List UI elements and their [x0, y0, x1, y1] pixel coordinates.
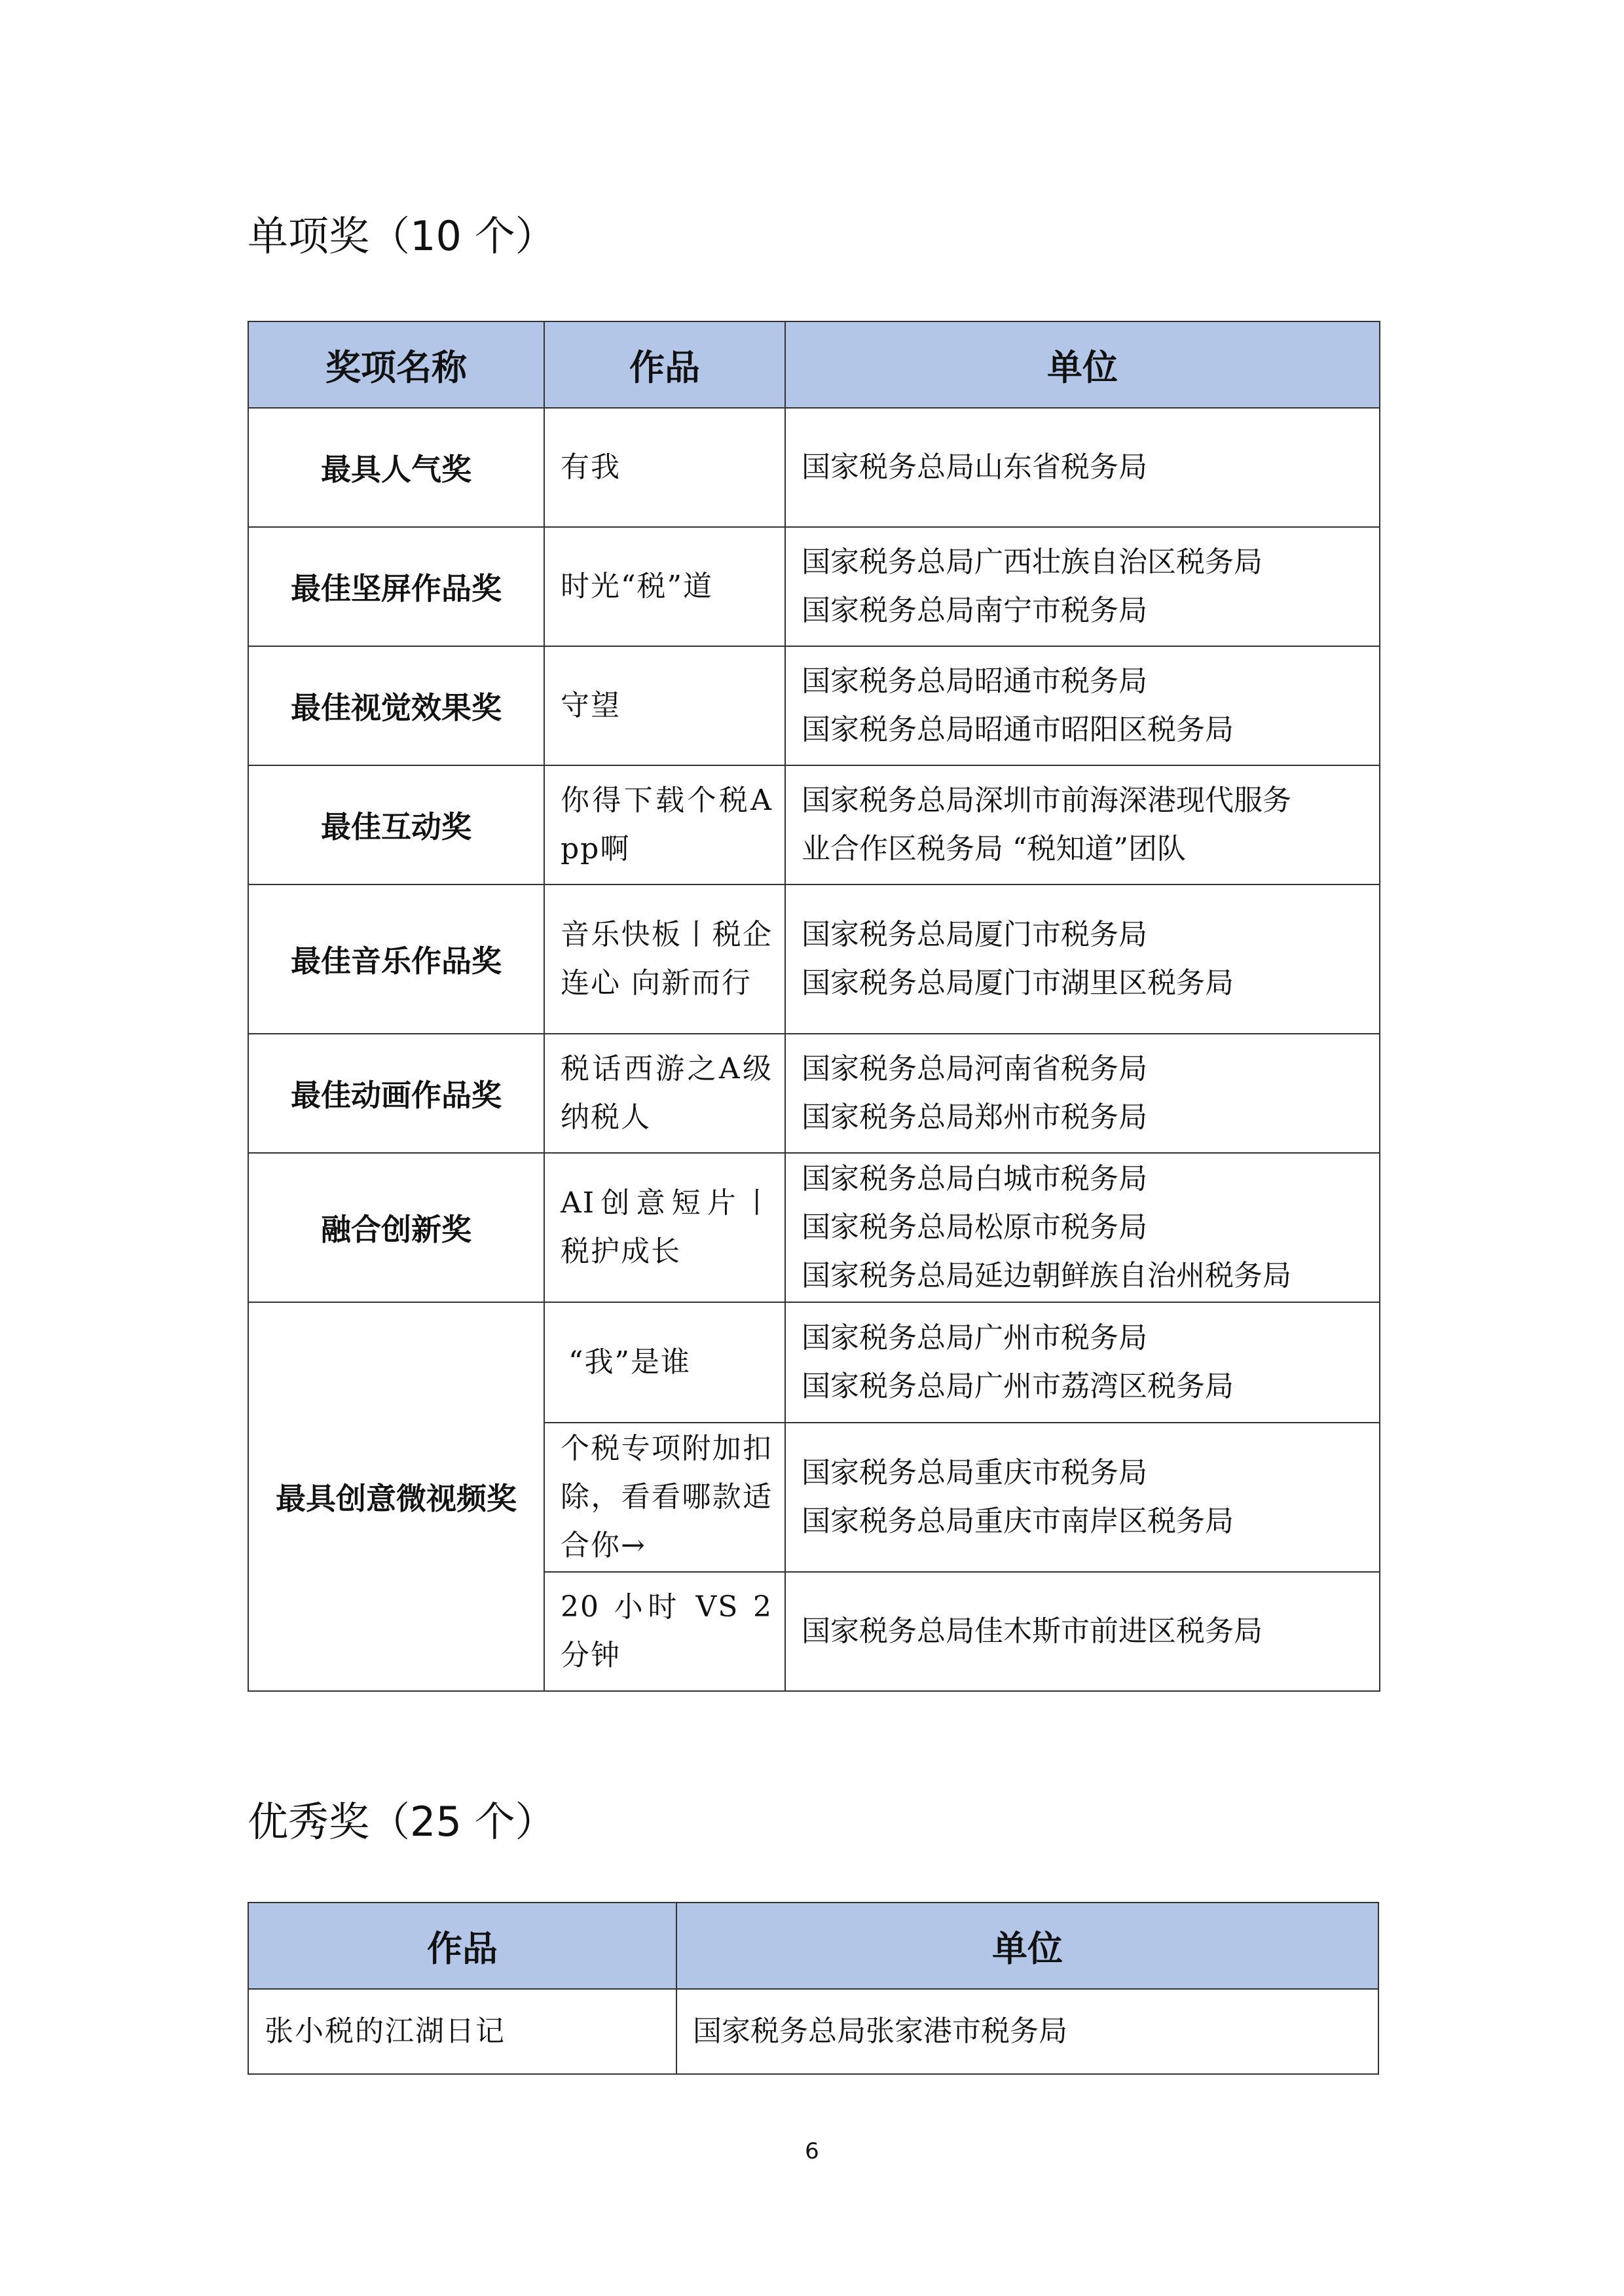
award-name: 最佳坚屏作品奖: [248, 527, 544, 646]
header-work: 作品: [248, 1903, 676, 1989]
unit-name: 国家税务总局松原市税务局: [802, 1211, 1147, 1244]
unit-name: 国家税务总局重庆市税务局: [802, 1456, 1147, 1489]
single-awards-table: [248, 321, 1380, 1692]
work-title: 守望: [544, 646, 785, 765]
unit-name: 国家税务总局郑州市税务局: [802, 1101, 1147, 1134]
unit-name: 国家税务总局广州市税务局: [802, 1321, 1147, 1355]
unit-name: 国家税务总局厦门市税务局: [802, 918, 1147, 951]
work-title: 时光“税”道: [544, 527, 785, 646]
work-title: 你得下载个税App啊: [544, 765, 785, 884]
unit-list: [785, 527, 1380, 646]
header-work: 作品: [544, 321, 785, 408]
table-row: [248, 884, 1380, 1034]
table-row: [248, 646, 1380, 765]
unit-list: [785, 884, 1380, 1034]
unit-name: 国家税务总局佳木斯市前进区税务局: [802, 1614, 1263, 1648]
table-header-row: [248, 1903, 1378, 1989]
unit-name: 国家税务总局白城市税务局: [802, 1162, 1147, 1195]
unit-name: 国家税务总局昭通市昭阳区税务局: [802, 713, 1234, 746]
award-name: 最佳视觉效果奖: [248, 646, 544, 765]
section-title-single-awards: 单项奖（10 个）: [248, 212, 556, 260]
table-row: [248, 765, 1380, 884]
table-row: [248, 1302, 1380, 1423]
award-name: 最佳音乐作品奖: [248, 884, 544, 1034]
award-name: 最佳动画作品奖: [248, 1034, 544, 1153]
unit-name: 国家税务总局重庆市南岸区税务局: [802, 1504, 1234, 1538]
table-row: [248, 527, 1380, 646]
excellence-awards-table: [248, 1902, 1379, 2075]
work-title: 有我: [544, 408, 785, 527]
unit-list: [785, 408, 1380, 527]
work-title: 20 小时 VS 2 分钟: [544, 1572, 785, 1691]
unit-list: [785, 1572, 1380, 1691]
unit-list: [785, 1302, 1380, 1423]
header-unit: 单位: [676, 1903, 1378, 1989]
work-title: “我”是谁: [544, 1302, 785, 1423]
table-header-row: [248, 321, 1380, 408]
work-title: 音乐快板丨税企连心 向新而行: [544, 884, 785, 1034]
unit-name: 国家税务总局山东省税务局: [802, 450, 1147, 484]
unit-name: 业合作区税务局 “税知道”团队: [802, 832, 1186, 866]
unit-name: 国家税务总局广西壮族自治区税务局: [802, 545, 1263, 579]
unit-list: [785, 1153, 1380, 1302]
table-row: [248, 408, 1380, 527]
unit-list: [785, 1423, 1380, 1572]
table-row: [248, 1034, 1380, 1153]
award-name: 最具创意微视频奖: [248, 1302, 544, 1691]
header-unit: 单位: [785, 321, 1380, 408]
award-name: 最佳互动奖: [248, 765, 544, 884]
unit-list: [785, 765, 1380, 884]
award-name: 最具人气奖: [248, 408, 544, 527]
unit-name: 国家税务总局深圳市前海深港现代服务: [802, 784, 1291, 817]
header-award-name: 奖项名称: [248, 321, 544, 408]
unit-name: 国家税务总局南宁市税务局: [802, 594, 1147, 627]
table-row: [248, 1989, 1378, 2074]
page-number: 6: [805, 2138, 819, 2164]
unit-name: 国家税务总局河南省税务局: [802, 1052, 1147, 1085]
work-title: AI创意短片丨税护成长: [544, 1153, 785, 1302]
table-row: [248, 1153, 1380, 1302]
work-title: 个税专项附加扣除，看看哪款适合你→: [544, 1423, 785, 1572]
unit-list: [785, 1034, 1380, 1153]
unit-name: 国家税务总局广州市荔湾区税务局: [802, 1370, 1234, 1403]
award-name: 融合创新奖: [248, 1153, 544, 1302]
work-title: 张小税的江湖日记: [248, 1989, 676, 2074]
unit-name: 国家税务总局昭通市税务局: [802, 665, 1147, 698]
unit-name: 国家税务总局张家港市税务局: [676, 1989, 1378, 2074]
unit-name: 国家税务总局延边朝鲜族自治州税务局: [802, 1259, 1291, 1292]
unit-list: [785, 646, 1380, 765]
unit-name: 国家税务总局厦门市湖里区税务局: [802, 966, 1234, 1000]
section-title-excellence-awards: 优秀奖（25 个）: [248, 1798, 556, 1846]
work-title: 税话西游之A级纳税人: [544, 1034, 785, 1153]
